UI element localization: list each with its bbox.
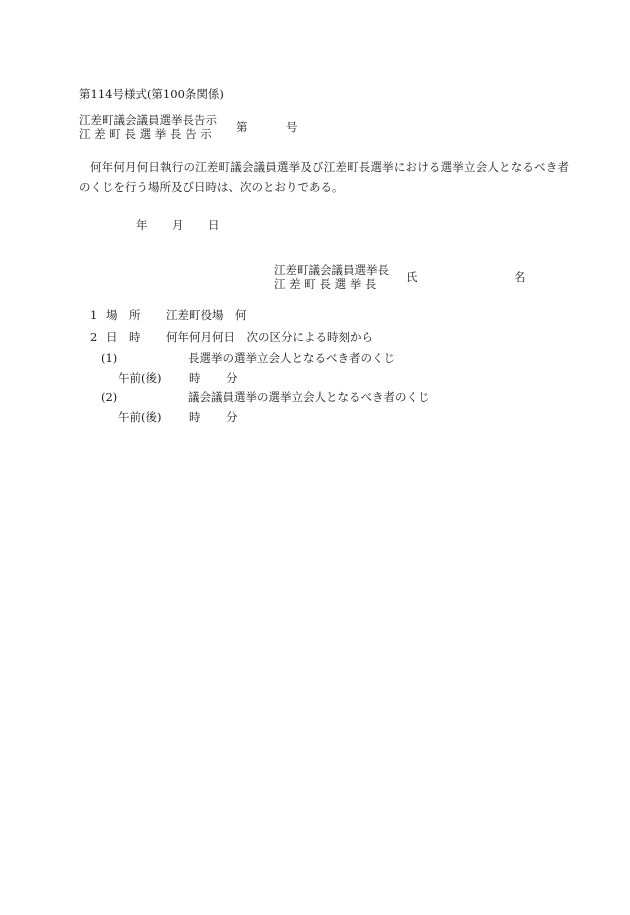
sub2-minute: 分 [226, 410, 238, 424]
sub1-minute: 分 [226, 371, 238, 385]
sub2-number: (2) [101, 390, 118, 404]
signature-mei: 名 [514, 270, 526, 284]
date-month: 月 [172, 218, 184, 232]
sub1-number: (1) [101, 351, 118, 365]
form-title: 第114号様式(第100条関係) [79, 87, 224, 101]
item1-value: 江差町役場 何 [166, 308, 247, 322]
sub1-ampm: 午前(後) [118, 371, 162, 385]
sub1-text: 長選挙の選挙立会人となるべき者のくじ [188, 351, 395, 365]
body-paragraph: 何年何月何日執行の江差町議会議員選挙及び江差町長選挙における選挙立会人となるべき者のくじを行う場所及び日時は、次のとおりである。 [79, 160, 569, 194]
signature-title-line2: 江 差 町 長 選 挙 長 [274, 277, 377, 291]
item2-value: 何年何月何日 次の区分による時刻から [166, 330, 373, 344]
item1-label: 場 所 [106, 308, 141, 322]
notice-header-line2: 江 差 町 長 選 挙 長 告 示 [79, 127, 212, 141]
sub2-hour: 時 [189, 410, 201, 424]
signature-title-line1: 江差町議会議員選挙長 [274, 263, 389, 277]
item2-label: 日 時 [106, 330, 141, 344]
sub2-text: 議会議員選挙の選挙立会人となるべき者のくじ [188, 390, 430, 404]
date-day: 日 [208, 218, 220, 232]
sub1-hour: 時 [189, 371, 201, 385]
item1-number: 1 [90, 308, 98, 322]
sub2-ampm: 午前(後) [118, 410, 162, 424]
notice-header-line1: 江差町議会議員選挙長告示 [79, 113, 217, 127]
date-year: 年 [136, 218, 148, 232]
notice-number-suffix: 号 [286, 120, 298, 134]
item2-number: 2 [90, 330, 98, 344]
notice-number-prefix: 第 [236, 120, 248, 134]
signature-shi: 氏 [406, 270, 418, 284]
